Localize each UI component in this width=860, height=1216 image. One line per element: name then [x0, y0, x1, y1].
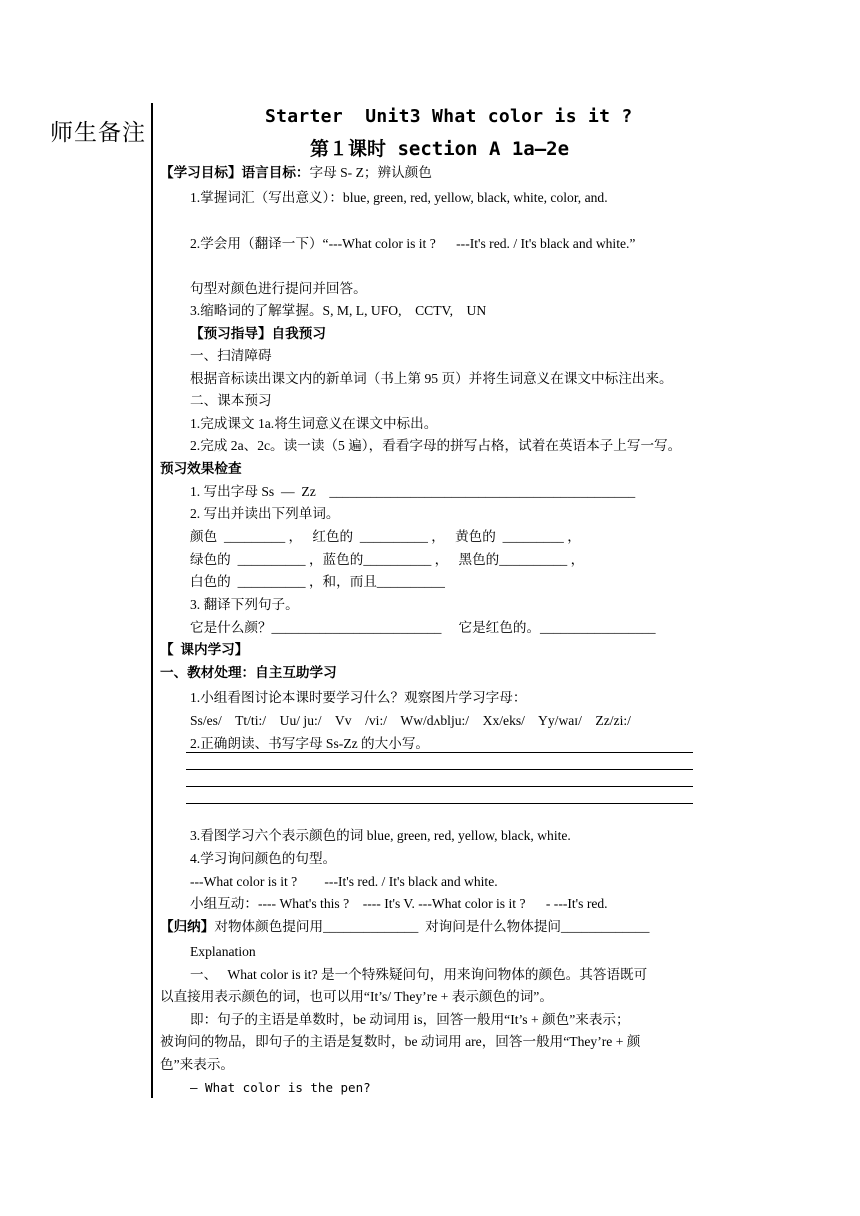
preview-item-2: 2.完成 2a、2c。读一读（5 遍），看看字母的拼写占格，试着在英语本子上写一写。 [190, 438, 682, 453]
inclass-line-3: 2.正确朗读、书写字母 Ss-Zz 的大小写。 [190, 736, 430, 751]
writing-line-4 [186, 803, 693, 804]
inclass-line-5: 4.学习询问颜色的句型。 [190, 851, 337, 866]
check-q1: 1. 写出字母 Ss — Zz _____________________________________________ [190, 484, 636, 499]
inclass-line-6: ---What color is it ? ---It's red. / It's black and white. [190, 874, 498, 889]
inclass-line-1: 1.小组看图讨论本课时要学习什么？观察图片学习字母： [190, 690, 527, 705]
explanation-p2b: 被询问的物品，即句子的主语是复数时，be 动词用 are，回答一般用“They’re + 颜 [160, 1034, 641, 1049]
inclass-heading: 【 课内学习】 [160, 642, 249, 657]
explanation-p2a: 即：句子的主语是单数时，be 动词用 is，回答一般用“It’s + 颜色”来表示； [190, 1012, 630, 1027]
title-line-1: Starter Unit3 What color is it ? [265, 106, 633, 127]
inclass-line-7: 小组互动：---- What's this ? ---- It's V. ---What color is it ? - ---It's red. [190, 896, 608, 911]
writing-line-2 [186, 769, 693, 770]
explanation-p2c: 色”来表示。 [160, 1057, 235, 1072]
summary-line [160, 918, 649, 936]
preview-section-2: 二、课本预习 [190, 393, 272, 408]
summary-head: 【归纳】 [160, 919, 215, 934]
writing-line-1 [186, 752, 693, 753]
goals-head: 【学习目标】语言目标： [160, 165, 310, 180]
margin-divider [151, 103, 153, 1098]
check-q2-row-a: 颜色 _________ ， 红色的 __________ ， 黄色的 _________ ， [190, 529, 581, 544]
preview-item-1: 1.完成课文 1a.将生词意义在课文中标出。 [190, 416, 438, 431]
goal-item-2: 2.学会用（翻译一下）“---What color is it ? ---It's red. / It's black and white.” [190, 236, 636, 251]
inclass-line-4: 3.看图学习六个表示颜色的词 blue, green, red, yellow, black, white. [190, 828, 571, 843]
check-q3-row-a: 它是什么颜？_________________________ 它是红色的。_________________ [190, 620, 656, 635]
explanation-p1b: 以直接用表示颜色的词，也可以用“It’s/ They’re + 表示颜色的词”。 [160, 989, 553, 1004]
preview-heading: 【预习指导】自我预习 [190, 326, 326, 341]
summary-text: 对物体颜色提问用______________ 对询问是什么物体提问_____________ [214, 919, 650, 934]
goal-item-1: 1.掌握词汇（写出意义）：blue, green, red, yellow, black, white, color, and. [190, 190, 608, 205]
explanation-p1a: 一、 What color is it? 是一个特殊疑问句，用来询问物体的颜色。其答语既可 [190, 967, 648, 982]
check-q2-row-b: 绿色的 __________ ，蓝色的__________ ， 黑色的__________ ， [190, 552, 585, 567]
goals-heading [160, 164, 432, 182]
check-q3: 3. 翻译下列句子。 [190, 597, 299, 612]
goal-item-3: 3.缩略词的了解掌握。S, M, L, UFO, CCTV, UN [190, 303, 487, 318]
side-note-label: 师生备注 [50, 120, 146, 145]
preview-section-1-text: 根据音标读出课文内的新单词（书上第 95 页）并将生词意义在课文中标注出来。 [190, 371, 673, 386]
preview-section-1: 一、扫清障碍 [190, 348, 272, 363]
goal-item-2b: 句型对颜色进行提问并回答。 [190, 281, 367, 296]
check-q2: 2. 写出并读出下列单词。 [190, 506, 340, 521]
inclass-section-1: 一、教材处理：自主互助学习 [160, 665, 337, 680]
goals-head-rest: 字母 S- Z；辨认颜色 [309, 165, 432, 180]
explanation-label: Explanation [190, 944, 256, 959]
title-line-2: 第１课时 section A 1a—2e [310, 138, 570, 160]
writing-line-3 [186, 786, 693, 787]
check-heading: 预习效果检查 [160, 461, 242, 476]
check-q2-row-c: 白色的 __________ ，和，而且__________ [190, 574, 445, 589]
letters-phonetics: Ss/es/ Tt/ti:/ Uu/ ju:/ Vv /vi:/ Ww/dʌblju:/ Xx/eks/ Yy/waɪ/ Zz/zi:/ [190, 713, 631, 728]
explanation-example: — What color is the pen? [190, 1080, 371, 1095]
